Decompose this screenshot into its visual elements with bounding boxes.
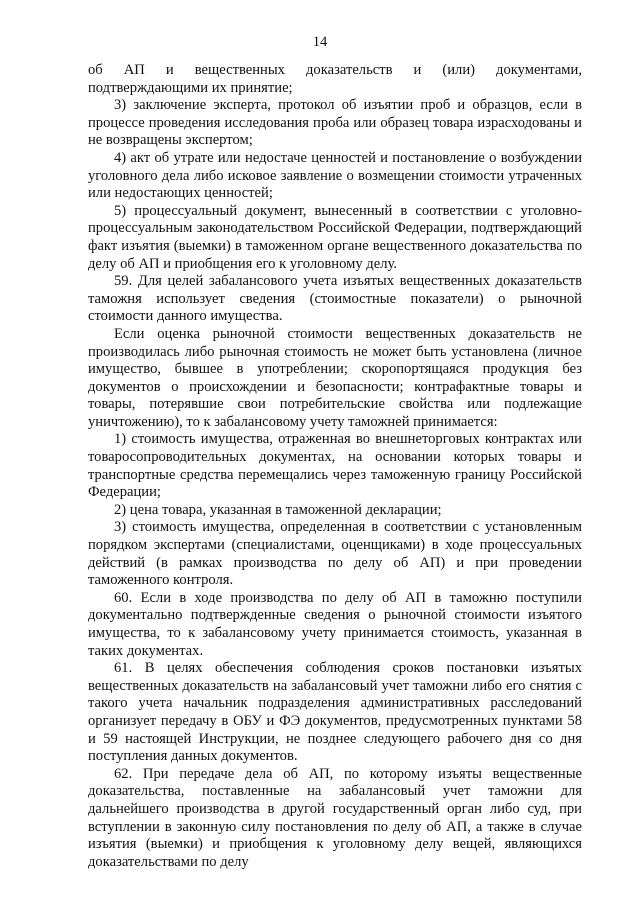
paragraph-59-item-2: 2) цена товара, указанная в таможенной декларации; xyxy=(114,501,442,518)
page-number: 14 xyxy=(312,34,328,50)
paragraph-62: 62. При передаче дела об АП, по которому изъяты вещественные доказательства, поставленные на забалансовый учет таможни для дальнейшего производства в другой государственный орган либо суд, при вступлении в законную силу постановления по делу об АП, а также в случае изъятия (выемки) и приобщения к уголовному делу вещей, являющихся доказательствами по делу xyxy=(88,765,582,870)
paragraph-item-3: 3) заключение эксперта, протокол об изъятии проб и образцов, если в процессе проведения исследования проба или образец товара израсходованы и не возвращены экспертом; xyxy=(88,97,582,149)
paragraph-item-5: 5) процессуальный документ, вынесенный в соответствии с уголовно-процессуальным законодательством Российской Федерации, подтверждающий факт изъятия (выемки) в таможенном органе вещественного доказательства по делу об АП и приобщения его к уголовному делу. xyxy=(88,202,582,272)
paragraph-continuation: об АП и вещественных доказательств и (или) документами, подтверждающими их принятие; xyxy=(88,62,582,96)
paragraph-60: 60. Если в ходе производства по делу об АП в таможню поступили документально подтвержденные сведения о рыночной стоимости изъятого имущества, то к забалансовому учету принимается стоимость, указанная в таких документах. xyxy=(88,589,582,659)
document-body xyxy=(88,62,582,871)
paragraph-59-item-1: 1) стоимость имущества, отраженная во внешнеторговых контрактах или товаросопроводительных документах, на основании которых товары и транспортные средства перемещались через таможенную границу Российской Федерации; xyxy=(88,431,582,501)
paragraph-item-4: 4) акт об утрате или недостаче ценностей и постановление о возбуждении уголовного дела либо исковое заявление о возмещении стоимости утраченных или недостающих ценностей; xyxy=(88,149,582,202)
paragraph-59-conditions: Если оценка рыночной стоимости вещественных доказательств не производилась либо рыночная стоимость не может быть установлена (личное имущество, бывшее в употреблении; скоропортящаяся продукция без документов о происхождении и безопасности; контрафактные товары и товары, потерявшие свои потребительские свойства или подлежащие уничтожению), то к забалансовому учету таможней принимается: xyxy=(88,325,582,430)
paragraph-61: 61. В целях обеспечения соблюдения сроков постановки изъятых вещественных доказательств на забалансовый учет таможни либо его снятия с такого учета начальник подразделения административных расследований организует передачу в ОБУ и ФЭ документов, предусмотренных пунктами 58 и 59 настоящей Инструкции, не позднее следующего рабочего дня со дня поступления данных документов. xyxy=(88,660,582,765)
paragraph-59-item-3: 3) стоимость имущества, определенная в соответствии с установленным порядком экспертами (специалистами, оценщиками) в ходе процессуальных действий (в рамках производства по делу об АП) и при проведении таможенного контроля. xyxy=(88,519,582,589)
paragraph-59: 59. Для целей забалансового учета изъятых вещественных доказательств таможня использует сведения (стоимостные показатели) о рыночной стоимости данного имущества. xyxy=(88,273,582,325)
